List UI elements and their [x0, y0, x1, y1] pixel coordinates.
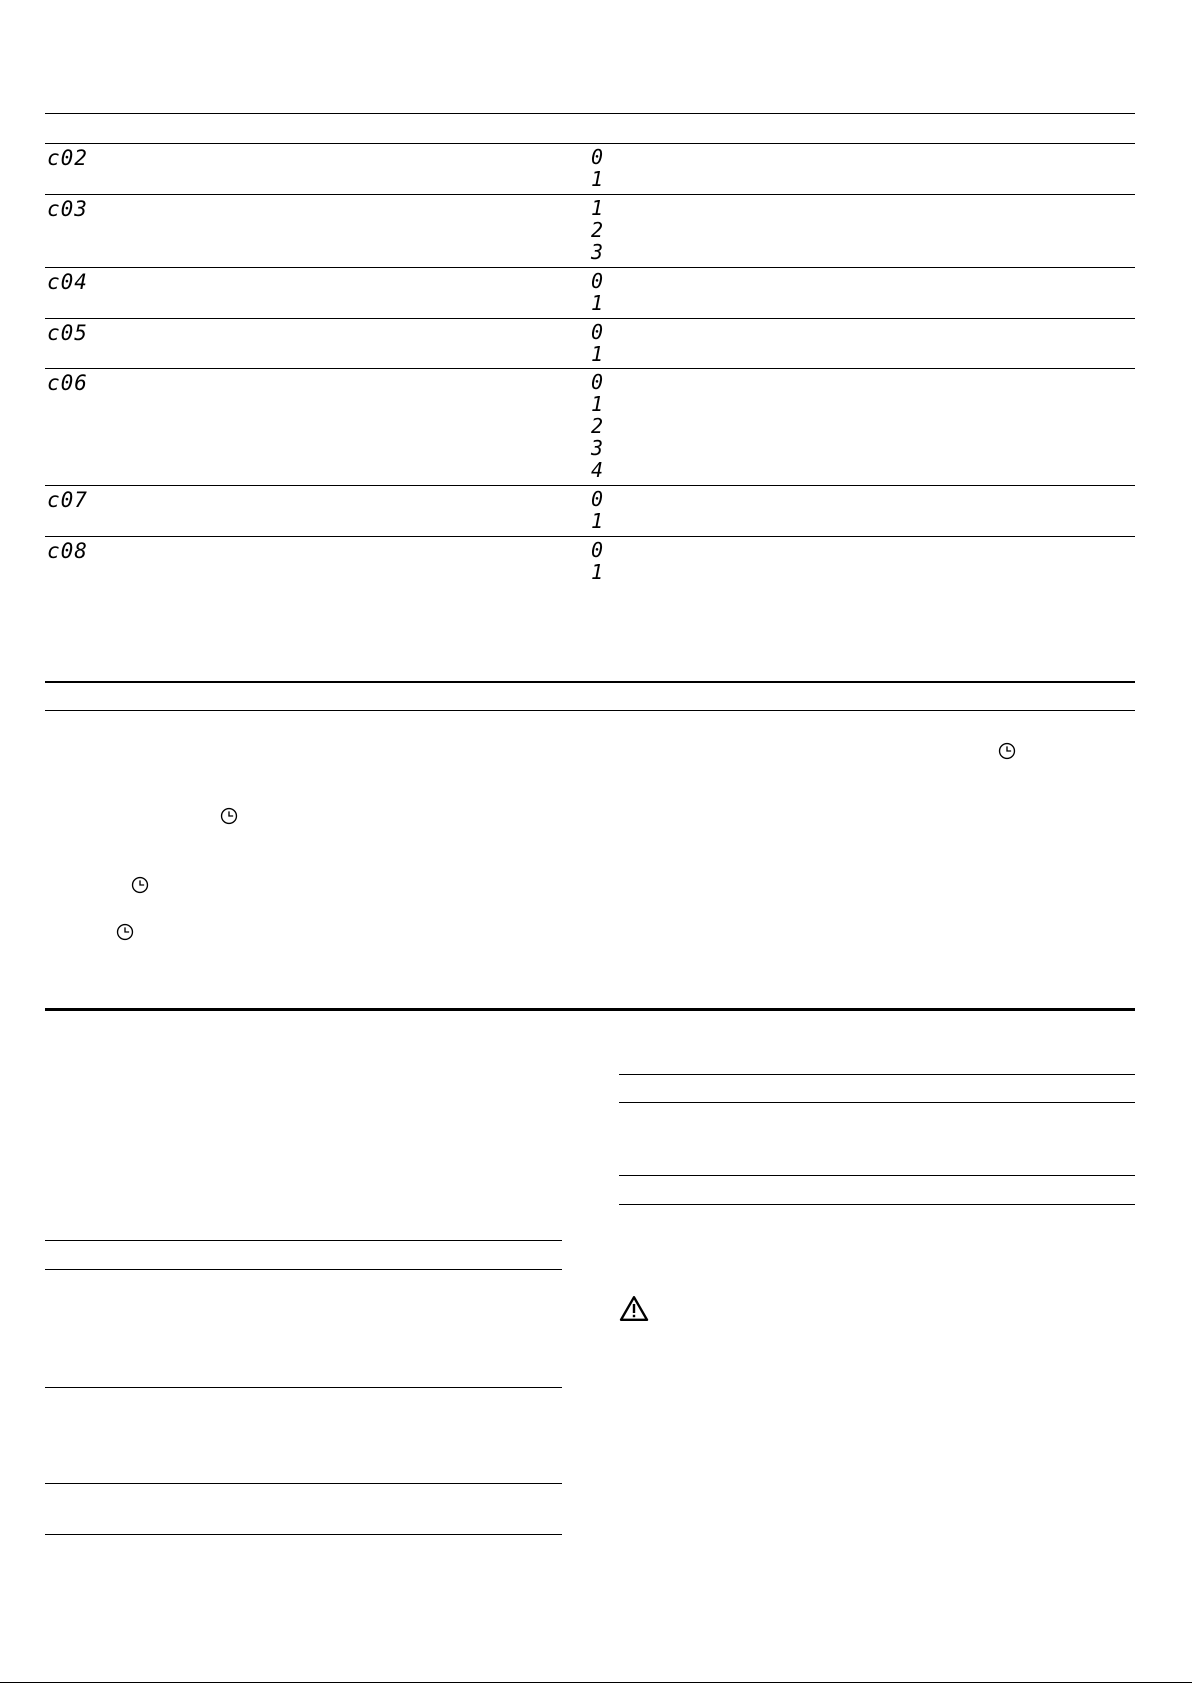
table-header-bottom-rule	[45, 143, 1135, 144]
footer-rule	[0, 1682, 1192, 1683]
setting-value: 0	[591, 269, 604, 293]
setting-code: c08	[47, 539, 88, 563]
warning-triangle-icon	[619, 1295, 649, 1322]
setting-value: 1	[591, 167, 604, 191]
setting-value: 2	[591, 218, 604, 242]
setting-value: 0	[591, 145, 604, 169]
right-table-bottom-rule	[619, 1204, 1135, 1205]
setting-value: 2	[591, 414, 604, 438]
left-table-row-divider	[45, 1483, 562, 1484]
setting-code: c06	[47, 371, 88, 395]
setting-code: c02	[47, 146, 88, 170]
right-table-row-divider	[619, 1175, 1135, 1176]
clock-icon	[998, 742, 1016, 760]
clock-icon	[220, 807, 238, 825]
setting-value: 4	[591, 458, 604, 482]
row-divider	[45, 536, 1135, 537]
setting-value: 0	[591, 538, 604, 562]
row-divider	[45, 267, 1135, 268]
section-top-rule	[45, 681, 1135, 683]
setting-value: 3	[591, 436, 604, 460]
right-table-header-bottom-rule	[619, 1102, 1135, 1103]
left-table-row-divider	[45, 1387, 562, 1388]
setting-value: 3	[591, 240, 604, 264]
right-table-header-top-rule	[619, 1074, 1135, 1075]
left-table-header-bottom-rule	[45, 1269, 562, 1270]
left-table-header-top-rule	[45, 1240, 562, 1241]
setting-value: 0	[591, 487, 604, 511]
row-divider	[45, 318, 1135, 319]
setting-value: 1	[591, 196, 604, 220]
setting-value: 1	[591, 291, 604, 315]
row-divider	[45, 485, 1135, 486]
section-divider-heavy	[45, 1008, 1135, 1011]
setting-value: 1	[591, 392, 604, 416]
row-divider	[45, 368, 1135, 369]
clock-icon	[131, 876, 149, 894]
setting-code: c05	[47, 321, 88, 345]
setting-code: c04	[47, 270, 88, 294]
table-header-top-rule	[45, 113, 1135, 114]
clock-icon	[116, 923, 134, 941]
setting-value: 1	[591, 560, 604, 584]
setting-code: c07	[47, 488, 88, 512]
left-table-bottom-rule	[45, 1534, 562, 1535]
setting-value: 1	[591, 509, 604, 533]
setting-value: 0	[591, 370, 604, 394]
setting-value: 0	[591, 320, 604, 344]
setting-code: c03	[47, 197, 88, 221]
row-divider	[45, 194, 1135, 195]
section-header-rule	[45, 710, 1135, 711]
setting-value: 1	[591, 342, 604, 366]
